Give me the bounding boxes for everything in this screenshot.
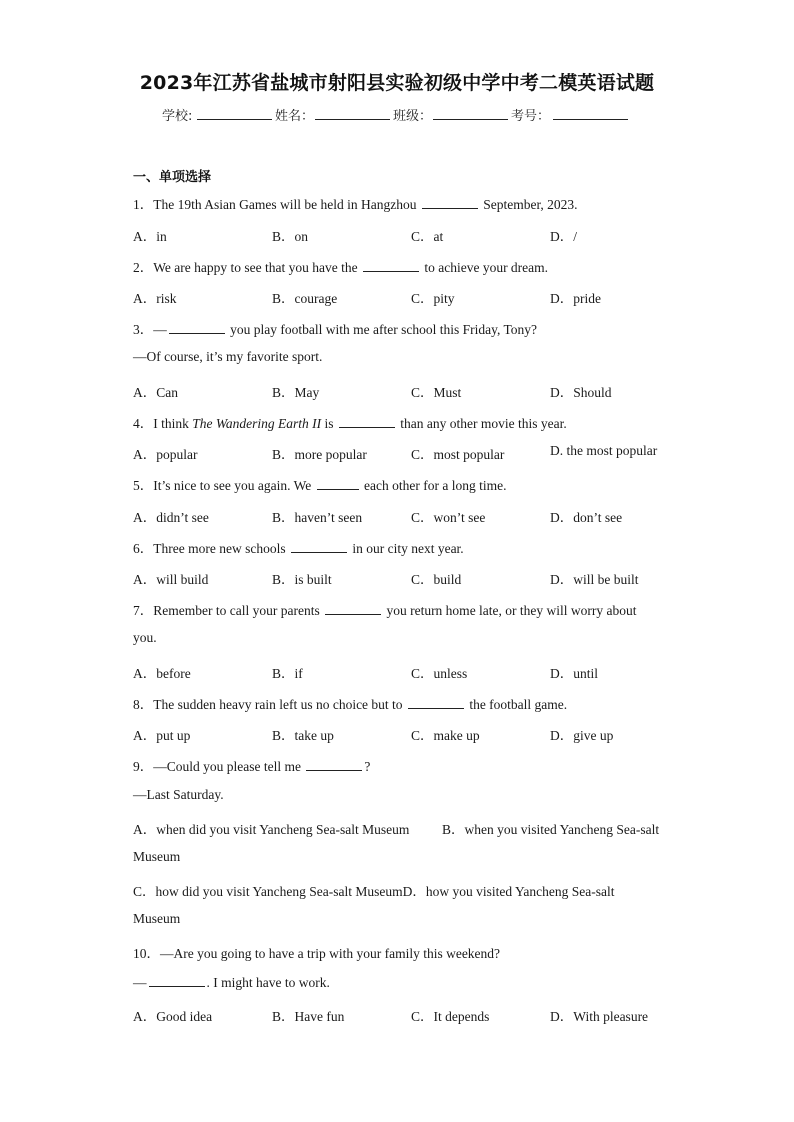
option-d[interactable]: D．don’t see (550, 510, 623, 525)
question-2 (133, 256, 548, 276)
answer-blank[interactable] (306, 758, 362, 771)
question-7 (133, 599, 637, 619)
option-a[interactable]: A．put up (133, 728, 191, 743)
answer-blank[interactable] (291, 540, 347, 553)
question-10 (133, 942, 500, 962)
question-number: 5． (133, 478, 154, 493)
reply-text: — (133, 975, 147, 990)
dialogue-reply: —Of course, it’s my favorite sport. (133, 349, 323, 364)
option-b[interactable]: B．is built (272, 572, 332, 587)
answer-blank[interactable] (363, 259, 419, 272)
question-text: Three more new schools (153, 541, 289, 556)
question-3 (133, 318, 537, 338)
class-field[interactable] (433, 119, 508, 120)
option-c[interactable]: C．pity (411, 291, 455, 306)
question-text: —Could you please tell me (153, 759, 305, 774)
number-label: 考号： (511, 109, 551, 124)
question-text: you play football with me after school this Friday, Tony? (226, 322, 537, 337)
name-label: 姓名： (275, 109, 315, 124)
name-field[interactable] (315, 119, 390, 120)
question-text: ? (364, 759, 371, 774)
option-b[interactable]: B．more popular (272, 447, 367, 462)
question-number: 1． (133, 197, 154, 212)
question-text: — (153, 322, 167, 337)
question-8 (133, 693, 567, 713)
question-5 (133, 474, 506, 494)
question-text: September, 2023. (479, 197, 578, 212)
option-b[interactable]: B．if (272, 666, 303, 681)
option-b[interactable]: B．when you visited Yancheng Sea-salt (442, 822, 660, 837)
question-9 (133, 755, 370, 775)
question-number: 6． (133, 541, 154, 556)
question-number: 9． (133, 759, 154, 774)
option-b[interactable]: B．Have fun (272, 1009, 345, 1024)
option-d[interactable]: D．will be built (550, 572, 639, 587)
option-b[interactable]: B．haven’t seen (272, 510, 363, 525)
question-text: I think (153, 416, 193, 431)
option-d[interactable]: D．until (550, 666, 599, 681)
option-d[interactable]: D．give up (550, 728, 614, 743)
question-number: 3． (133, 322, 154, 337)
question-6 (133, 537, 464, 557)
section-title: 一、单项选择 (133, 170, 212, 185)
answer-blank[interactable] (325, 602, 381, 615)
question-number: 4． (133, 416, 154, 431)
option-a[interactable]: A．will build (133, 572, 209, 587)
option-c[interactable]: C．make up (411, 728, 480, 743)
option-c[interactable]: C．unless (411, 666, 468, 681)
class-label: 班级： (393, 109, 433, 124)
question-text: you return home late, or they will worry about (383, 603, 637, 618)
option-b[interactable]: B．on (272, 229, 309, 244)
question-4 (133, 412, 567, 432)
option-d[interactable]: D. the most popular (550, 443, 658, 458)
question-number: 8． (133, 697, 154, 712)
question-1 (133, 193, 578, 213)
question-text: to achieve your dream. (420, 260, 549, 275)
option-b[interactable]: B．courage (272, 291, 338, 306)
option-a[interactable]: A．in (133, 229, 167, 244)
question-text: each other for a long time. (360, 478, 507, 493)
option-c[interactable]: C．It depends (411, 1009, 490, 1024)
option-d-continued: Museum (133, 911, 181, 926)
question-text: The sudden heavy rain left us no choice but to (153, 697, 406, 712)
question-text: We are happy to see that you have the (153, 260, 361, 275)
option-c[interactable]: C．most popular (411, 447, 505, 462)
dialogue-reply (133, 974, 330, 991)
option-c[interactable]: C．at (411, 229, 444, 244)
option-d[interactable]: D．With pleasure (550, 1009, 649, 1024)
school-field[interactable] (197, 119, 272, 120)
question-text: Remember to call your parents (153, 603, 324, 618)
school-label: 学校: (162, 109, 193, 124)
option-a[interactable]: A．when did you visit Yancheng Sea-salt Museum (133, 822, 410, 837)
option-a[interactable]: A．popular (133, 447, 198, 462)
answer-blank[interactable] (169, 321, 225, 334)
option-d[interactable]: D．Should (550, 385, 612, 400)
movie-title: The Wandering Earth II (192, 416, 322, 431)
answer-blank[interactable] (422, 196, 478, 209)
question-text: the football game. (465, 697, 568, 712)
option-c-d[interactable]: C．how did you visit Yancheng Sea-salt MuseumD．how you visited Yancheng Sea-salt (133, 884, 615, 899)
option-a[interactable]: A．didn’t see (133, 510, 209, 525)
option-b-continued: Museum (133, 849, 181, 864)
question-number: 7． (133, 603, 154, 618)
option-d[interactable]: D．/ (550, 229, 577, 244)
answer-blank[interactable] (408, 696, 464, 709)
question-continuation: you. (133, 630, 157, 645)
option-c[interactable]: C．build (411, 572, 462, 587)
question-number: 2． (133, 260, 154, 275)
question-text: The 19th Asian Games will be held in Hangzhou (153, 197, 420, 212)
option-a[interactable]: A．before (133, 666, 191, 681)
option-c[interactable]: C．won’t see (411, 510, 486, 525)
option-c[interactable]: C．Must (411, 385, 462, 400)
option-d[interactable]: D．pride (550, 291, 601, 306)
question-text: is (321, 416, 337, 431)
option-b[interactable]: B．May (272, 385, 320, 400)
reply-text: . I might have to work. (206, 975, 330, 990)
answer-blank[interactable] (339, 415, 395, 428)
option-a[interactable]: A．Good idea (133, 1009, 213, 1024)
question-text: —Are you going to have a trip with your family this weekend? (160, 946, 501, 961)
question-text: in our city next year. (348, 541, 464, 556)
question-number: 10． (133, 946, 160, 961)
number-field[interactable] (553, 119, 628, 120)
answer-blank[interactable] (317, 477, 359, 490)
option-a[interactable]: A．risk (133, 291, 177, 306)
page-title: 2023年江苏省盐城市射阳县实验初级中学中考二模英语试题 (139, 72, 655, 94)
answer-blank[interactable] (149, 974, 205, 987)
question-text: than any other movie this year. (396, 416, 567, 431)
option-a[interactable]: A．Can (133, 385, 178, 400)
student-info (0, 103, 794, 123)
option-b[interactable]: B．take up (272, 728, 334, 743)
question-text: It’s nice to see you again. We (153, 478, 315, 493)
dialogue-reply: —Last Saturday. (133, 787, 224, 802)
